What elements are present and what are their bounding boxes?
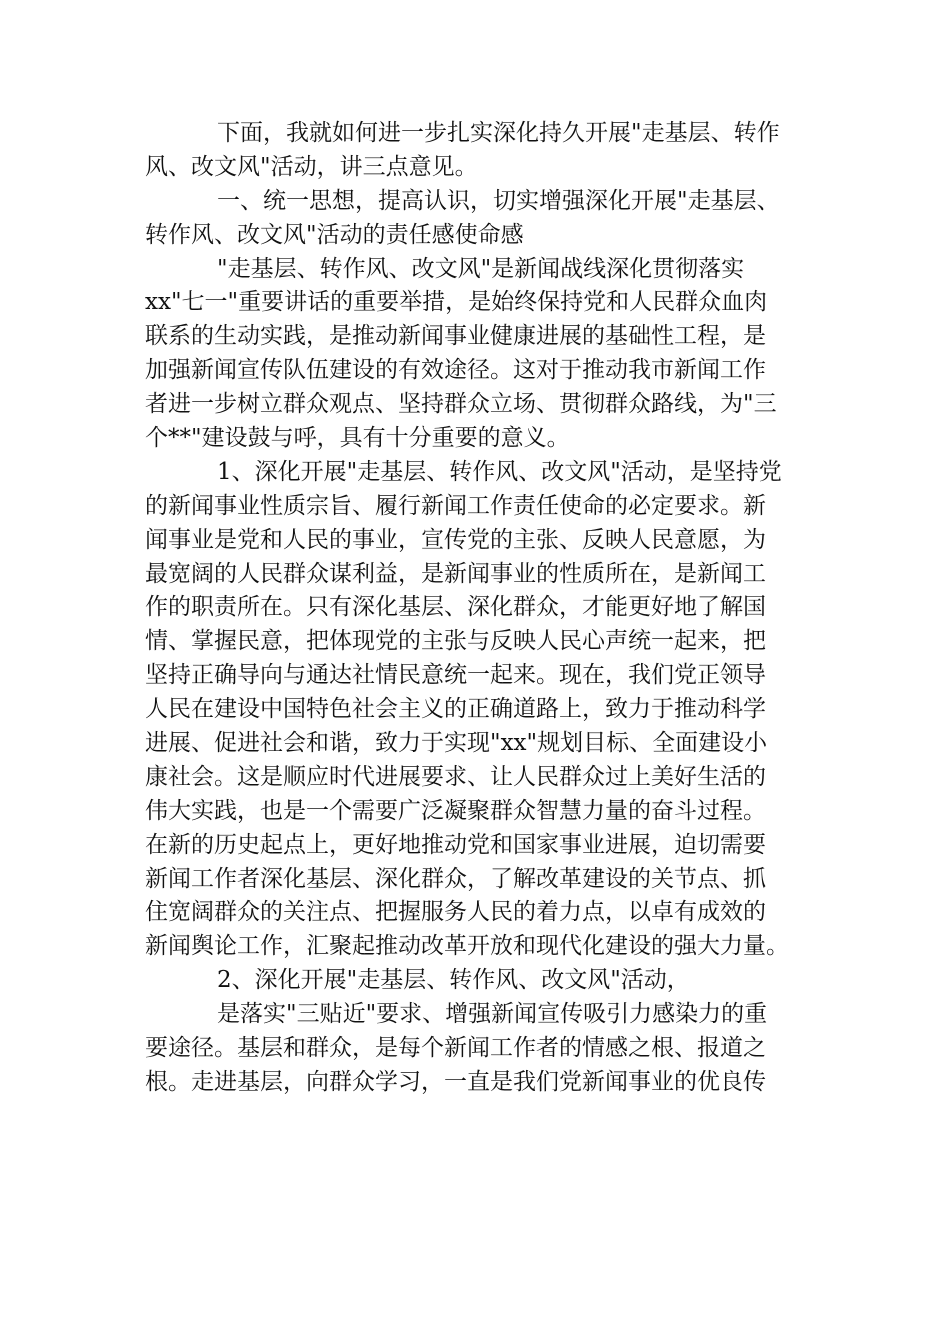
text-line: 2、深化开展"走基层、转作风、改文风"活动， bbox=[217, 967, 690, 994]
section-heading-line: 转作风、改文风"活动的责任感使命感 bbox=[145, 221, 524, 248]
text-line: 1、深化开展"走基层、转作风、改文风"活动，是坚持党 bbox=[217, 458, 782, 485]
text-line: 新闻工作者深化基层、深化群众，了解改革建设的关节点、抓 bbox=[145, 865, 766, 892]
text-line: 新闻舆论工作，汇聚起推动改革开放和现代化建设的强大力量。 bbox=[145, 933, 789, 960]
document-body bbox=[145, 117, 805, 1100]
text-line: 联系的生动实践，是推动新闻事业健康进展的基础性工程，是 bbox=[145, 323, 766, 350]
text-line: 坚持正确导向与通达社情民意统一起来。现在，我们党正领导 bbox=[145, 662, 766, 689]
section-heading-line: 一、统一思想，提高认识，切实增强深化开展"走基层、 bbox=[217, 187, 780, 214]
text-line: 进展、促进社会和谐，致力于实现"xx"规划目标、全面建设小 bbox=[145, 730, 768, 757]
text-line: 最宽阔的人民群众谋利益，是新闻事业的性质所在，是新闻工 bbox=[145, 560, 766, 587]
text-line: 在新的历史起点上，更好地推动党和国家事业进展，迫切需要 bbox=[145, 831, 766, 858]
text-line: 伟大实践，也是一个需要广泛凝聚群众智慧力量的奋斗过程。 bbox=[145, 797, 766, 824]
text-line: 闻事业是党和人民的事业，宣传党的主张、反映人民意愿，为 bbox=[145, 526, 766, 553]
text-line: 要途径。基层和群众，是每个新闻工作者的情感之根、报道之 bbox=[145, 1035, 766, 1062]
text-line: 人民在建设中国特色社会主义的正确道路上，致力于推动科学 bbox=[145, 696, 766, 723]
text-line: 情、掌握民意，把体现党的主张与反映人民心声统一起来，把 bbox=[145, 628, 766, 655]
text-line: 者进一步树立群众观点、坚持群众立场、贯彻群众路线，为"三 bbox=[145, 391, 777, 418]
text-line: 加强新闻宣传队伍建设的有效途径。这对于推动我市新闻工作 bbox=[145, 357, 766, 384]
text-line: 根。走进基层，向群众学习，一直是我们党新闻事业的优良传 bbox=[145, 1068, 766, 1095]
text-line: 住宽阔群众的关注点、把握服务人民的着力点，以卓有成效的 bbox=[145, 899, 766, 926]
text-line: 康社会。这是顺应时代进展要求、让人民群众过上美好生活的 bbox=[145, 763, 766, 790]
text-line: 的新闻事业性质宗旨、履行新闻工作责任使命的必定要求。新 bbox=[145, 492, 766, 519]
text-line: 风、改文风"活动，讲三点意见。 bbox=[145, 153, 478, 180]
text-line: "走基层、转作风、改文风"是新闻战线深化贯彻落实 bbox=[217, 255, 745, 282]
text-line: 作的职责所在。只有深化基层、深化群众，才能更好地了解国 bbox=[145, 594, 766, 621]
text-line: 是落实"三贴近"要求、增强新闻宣传吸引力感染力的重 bbox=[217, 1001, 768, 1028]
text-line: 下面，我就如何进一步扎实深化持久开展"走基层、转作 bbox=[217, 120, 780, 146]
text-line: 个**"建设鼓与呼，具有十分重要的意义。 bbox=[145, 425, 570, 452]
text-line: xx"七一"重要讲话的重要举措，是始终保持党和人民群众血肉 bbox=[145, 289, 768, 316]
